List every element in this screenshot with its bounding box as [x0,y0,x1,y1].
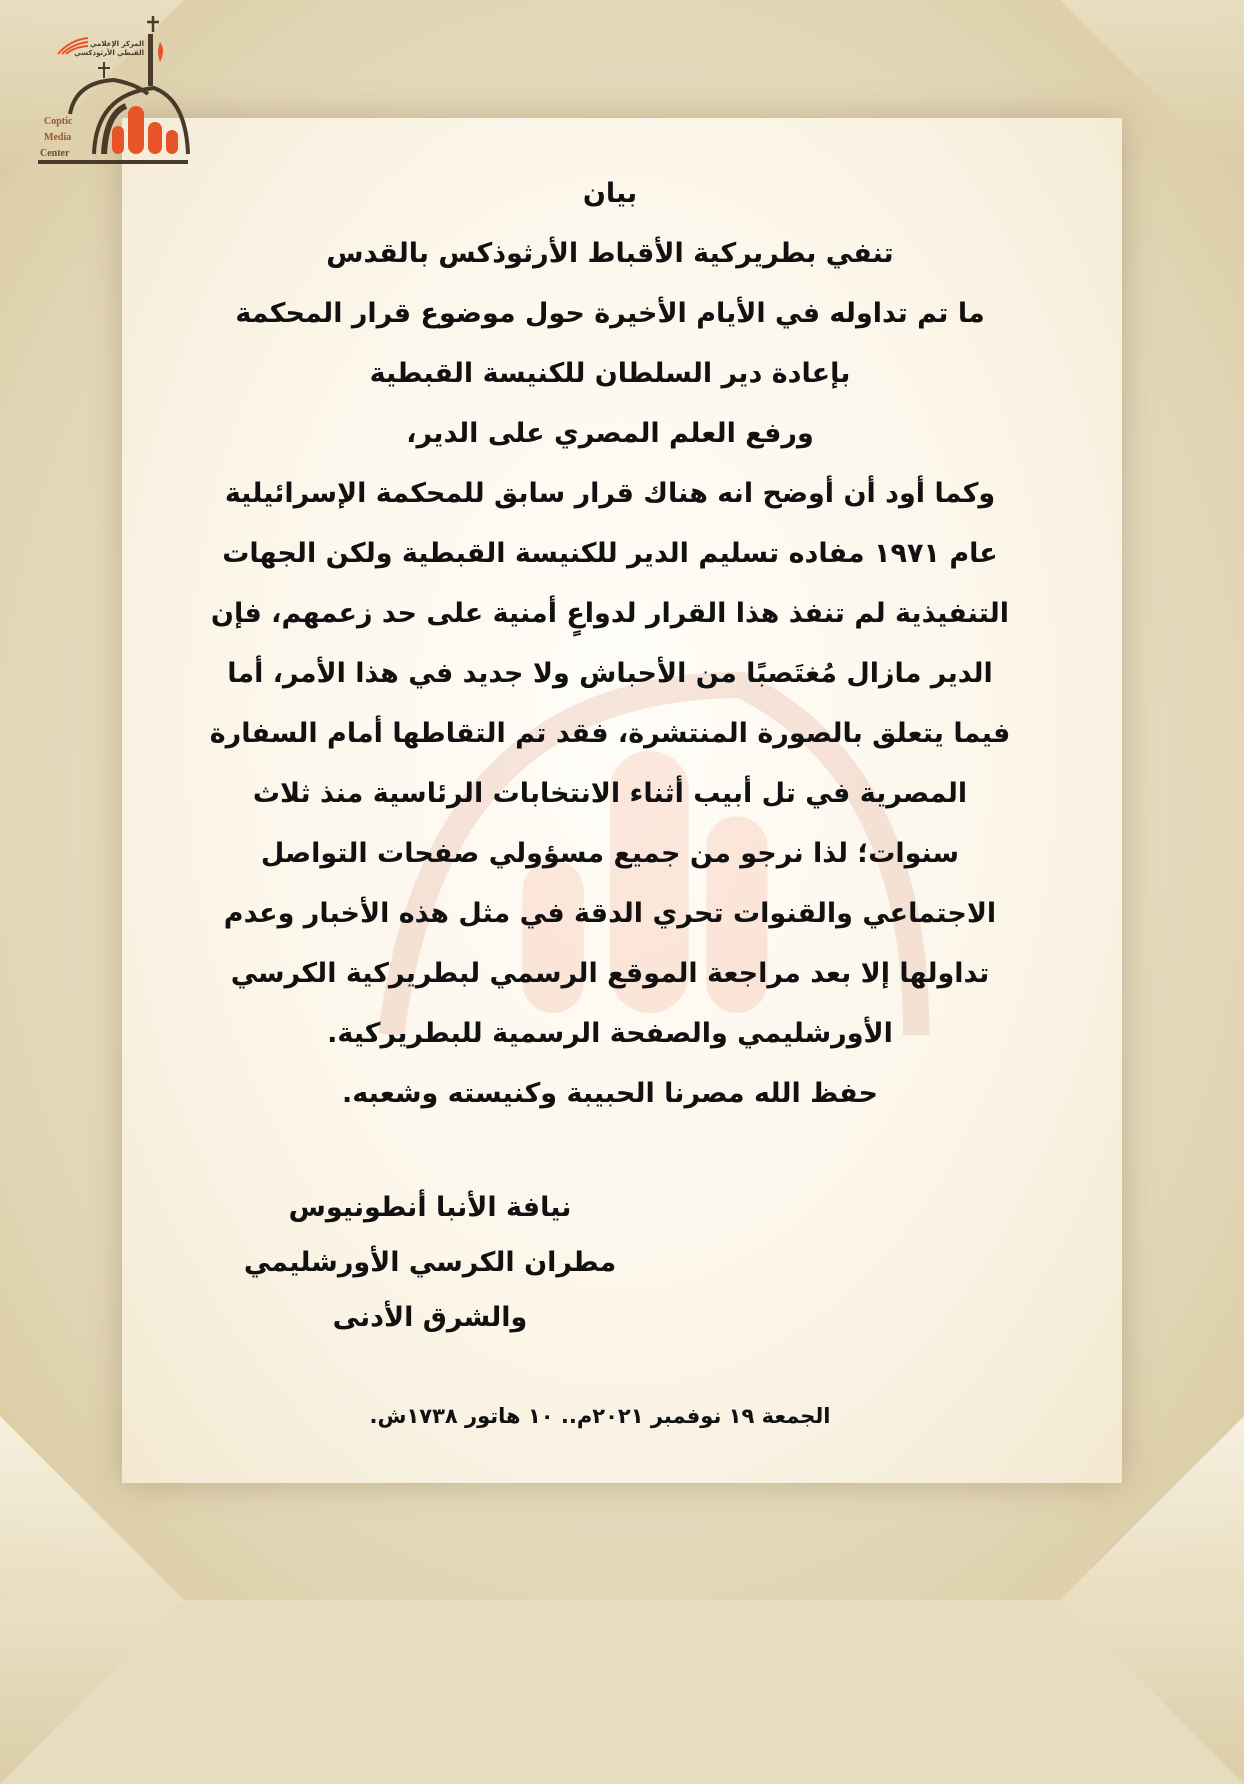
signature-name: نيافة الأنبا أنطونيوس [288,1192,572,1223]
statement-line: وكما أود أن أوضح انه هناك قرار سابق للمحكمة الإسرائيلية [224,478,996,509]
svg-text:المركز الإعلامي: المركز الإعلامي [89,40,144,48]
statement-line: الدير مازال مُغتَصبًا من الأحباش ولا جديد في هذا الأمر، أما [227,658,993,689]
statement-line: الأورشليمي والصفحة الرسمية للبطريركية. [327,1018,893,1049]
statement-line: فيما يتعلق بالصورة المنتشرة، فقد تم التقاطها أمام السفارة [209,718,1011,749]
svg-text:القبطي الأرثوذكسي: القبطي الأرثوذكسي [74,49,144,57]
statement-title: بيان [582,178,638,209]
statement-line: الاجتماعي والقنوات تحري الدقة في مثل هذه الأخبار وعدم [223,898,997,929]
statement-line: المصرية في تل أبيب أثناء الانتخابات الرئاسية منذ ثلاث [252,778,968,809]
statement-line: التنفيذية لم تنفذ هذا القرار لدواعٍ أمنية على حد زعمهم، فإن [210,598,1010,629]
statement-line: ورفع العلم المصري على الدير، [406,418,814,449]
statement-line: بإعادة دير السلطان للكنيسة القبطية [369,358,851,389]
statement-line: سنوات؛ لذا نرجو من جميع مسؤولي صفحات التواصل [260,838,960,869]
svg-text:Coptic: Coptic [44,116,73,127]
coptic-media-center-logo [36,14,196,170]
statement-line: تنفي بطريركية الأقباط الأرثوذكس بالقدس [326,238,894,269]
svg-text:Center: Center [40,148,70,159]
statement-line: عام ١٩٧١ مفاده تسليم الدير للكنيسة القبطية ولكن الجهات [222,538,998,569]
statement-line: تداولها إلا بعد مراجعة الموقع الرسمي لبطريركية الكرسي [230,958,990,989]
statement-line: حفظ الله مصرنا الحبيبة وكنيسته وشعبه. [342,1078,878,1109]
svg-text:Media: Media [44,132,72,143]
signature-title: مطران الكرسي الأورشليمي [243,1247,617,1278]
statement-line: ما تم تداوله في الأيام الأخيرة حول موضوع قرار المحكمة [235,298,985,329]
signature-title: والشرق الأدنى [332,1302,528,1333]
statement-body [200,0,1020,1600]
statement-date: الجمعة ١٩ نوفمبر ٢٠٢١م.. ١٠ هاتور ١٧٣٨ش. [369,1404,831,1428]
